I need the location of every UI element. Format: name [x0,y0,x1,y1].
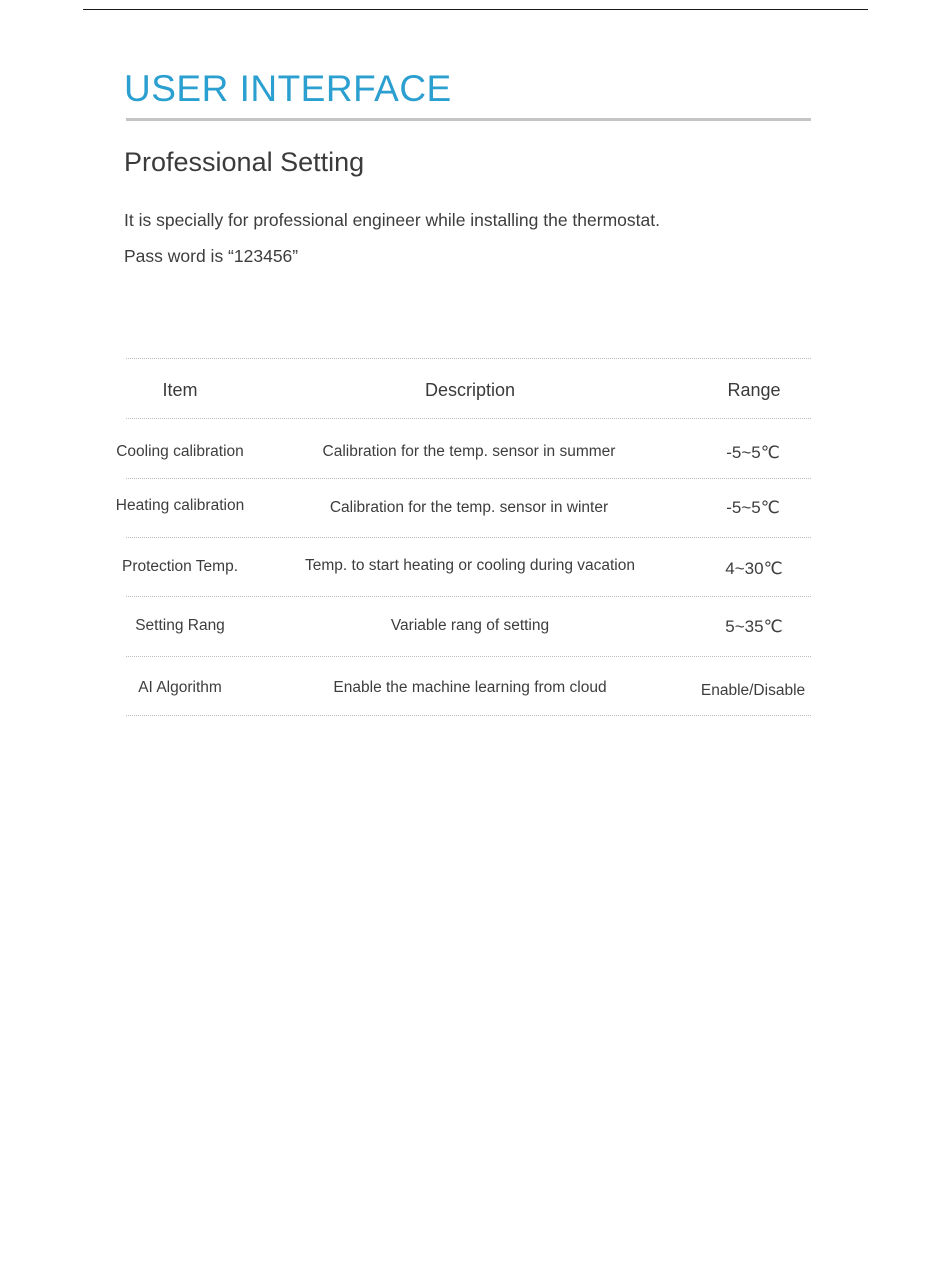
column-header-range: Range [727,380,781,400]
table-cell-description: Calibration for the temp. sensor in winter [329,499,609,516]
table-cell-description: Enable the machine learning from cloud [333,679,607,696]
table-rule [126,656,811,657]
table-cell-item: AI Algorithm [138,679,222,696]
page-top-rule [83,9,868,10]
table-cell-range: -5~5℃ [726,443,780,462]
table-cell-range: Enable/Disable [700,682,806,699]
table-cell-item: Protection Temp. [121,558,239,575]
table-rule [126,596,811,597]
section-title: USER INTERFACE [124,68,452,109]
table-cell-range: 4~30℃ [725,559,783,578]
column-header-description: Description [424,380,516,400]
table-cell-description: Calibration for the temp. sensor in summer [322,443,616,460]
table-cell-item: Cooling calibration [116,443,244,460]
table-cell-item: Setting Rang [135,617,225,634]
column-header-item: Item [162,380,198,400]
table-rule-bottom [126,715,811,716]
title-underline [126,118,811,121]
table-rule [126,537,811,538]
page-heading: Professional Setting [124,147,365,177]
table-cell-item: Heating calibration [115,497,245,514]
table-rule-top [126,358,811,359]
password-text-line: Pass word is “123456” [124,246,299,266]
intro-text-line: It is specially for professional engineer while installing the thermostat. [124,210,660,230]
table-cell-range: -5~5℃ [726,498,780,517]
table-rule [126,478,811,479]
table-cell-description: Variable rang of setting [390,617,550,634]
table-cell-description: Temp. to start heating or cooling during vacation [305,557,635,574]
table-cell-range: 5~35℃ [725,617,783,636]
table-rule-header [126,418,811,419]
